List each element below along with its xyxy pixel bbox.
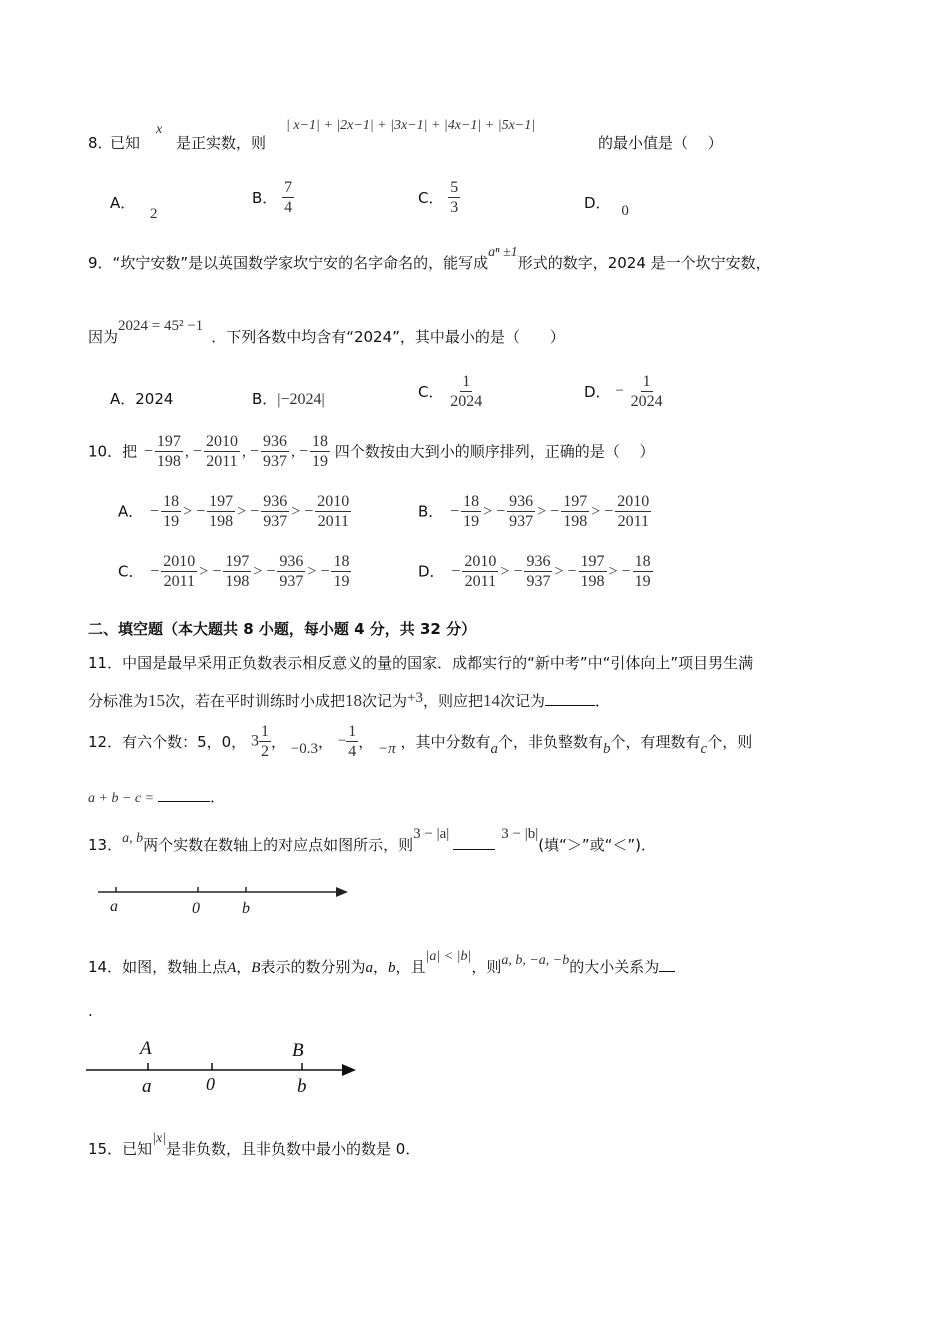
q10-option-a-label: A． <box>118 502 144 521</box>
axis-label-A: A <box>140 1038 152 1059</box>
q12-text-1e: 个，则 <box>707 733 753 751</box>
comma-separator: , <box>241 442 246 460</box>
minus-sign: − <box>150 562 160 580</box>
q9-option-a[interactable] <box>110 388 173 409</box>
fraction-numerator: 18 <box>163 493 180 510</box>
q9-equation: 2024 = 45² −1 <box>118 318 204 334</box>
fraction-denominator: 2024 <box>630 393 663 410</box>
q8-option-c[interactable] <box>418 178 460 217</box>
fraction-denominator: 2024 <box>450 393 483 410</box>
fraction-denominator: 198 <box>225 573 250 590</box>
q14-point-B: B <box>251 960 261 976</box>
q12-sep-2: ， <box>317 733 333 751</box>
q14-answer-blank[interactable] <box>659 971 675 972</box>
axis-label-0: 0 <box>206 1074 215 1094</box>
q12-line-1 <box>88 722 752 766</box>
q11-line-1: 11．中国是最早采用正负数表示相反意义的量的国家．成都实行的“新中考”中“引体向上”项目男生满 <box>88 654 754 672</box>
fraction-numerator: 2010 <box>317 493 350 510</box>
q13-answer-blank[interactable] <box>453 849 495 850</box>
greater-than-sign: > <box>500 562 510 580</box>
minus-sign: − <box>550 502 560 520</box>
q9-form: aⁿ ±1 <box>488 245 518 260</box>
axis-label-b: b <box>297 1076 307 1097</box>
q11-answer-blank[interactable] <box>545 705 595 706</box>
fraction-numerator: 197 <box>156 433 181 450</box>
greater-than-sign: > <box>554 562 564 580</box>
q13-expr-1: 3 − |a| <box>413 826 450 842</box>
q8-expression: | x−1| + |2x−1| + |3x−1| + |4x−1| + |5x−1| <box>286 118 536 133</box>
chain-fraction <box>507 492 535 531</box>
q9-option-c-fraction <box>448 372 484 411</box>
q9-text-1b: 形式的数字，2024 是一个坎宁安数， <box>517 254 771 272</box>
q10-option-b-label: B． <box>418 502 444 521</box>
q8-variable: x <box>156 122 163 137</box>
greater-than-sign: > <box>483 502 493 520</box>
greater-than-sign: > <box>199 562 209 580</box>
fraction-numerator: 2010 <box>617 493 650 510</box>
q11-text-2d: ，则应把 <box>423 692 484 710</box>
comma-separator: , <box>290 442 295 460</box>
fraction-denominator: 2011 <box>317 513 349 530</box>
fraction-numerator: 936 <box>526 553 551 570</box>
fraction-numerator: 936 <box>263 493 288 510</box>
fraction-denominator: 2011 <box>163 573 195 590</box>
q13-number: 13． <box>88 836 123 854</box>
q9-text-2b: ．下列各数中均含有“2024”，其中最小的是（ ） <box>211 328 565 346</box>
q14-text-1: 14．如图，数轴上点 <box>88 958 228 976</box>
fraction-numerator: 936 <box>279 553 304 570</box>
q12-answer-blank[interactable] <box>158 801 210 802</box>
fraction-denominator: 19 <box>312 453 328 470</box>
q14-condition: |a| < |b| <box>425 949 472 964</box>
q10-fraction <box>261 432 289 471</box>
q9-text-2a: 因为 <box>88 328 119 346</box>
q14-text-3: ，且 <box>395 958 426 976</box>
q14-var-a: a <box>365 960 373 976</box>
greater-than-sign: > <box>253 562 263 580</box>
q9-option-b-label: B． <box>252 390 278 408</box>
chain-fraction <box>207 492 235 531</box>
fraction-numerator: 197 <box>580 553 605 570</box>
minus-sign: − <box>621 562 631 580</box>
greater-than-sign: > <box>591 502 601 520</box>
chain-fraction <box>461 492 481 531</box>
fraction-numerator: 18 <box>333 553 350 570</box>
q14-number-line <box>84 1034 360 1100</box>
chain-fraction <box>524 552 552 591</box>
minus-sign: − <box>496 502 506 520</box>
fraction-denominator: 4 <box>284 199 293 216</box>
minus-sign: − <box>451 562 461 580</box>
fraction-numerator: 2010 <box>163 553 196 570</box>
fraction-denominator: 198 <box>209 513 234 530</box>
q10-option-c-chain <box>148 552 351 591</box>
q11-text-2a: 分标准为 <box>88 692 149 710</box>
axis-label-a: a <box>142 1076 152 1097</box>
fraction-denominator: 2011 <box>617 513 649 530</box>
fraction-denominator: 19 <box>634 573 651 590</box>
q12-value-neg-pi: −π <box>378 741 396 757</box>
q10-option-c[interactable] <box>118 552 351 591</box>
q10-option-a[interactable] <box>118 492 351 531</box>
minus-sign: − <box>615 383 624 399</box>
q8-option-c-label: C． <box>418 189 444 207</box>
chain-fraction <box>315 492 351 531</box>
q13-vars: a, b <box>122 831 144 846</box>
q10-fraction-list <box>142 432 330 471</box>
comma-separator: , <box>184 442 189 460</box>
chain-fraction <box>615 492 651 531</box>
q12-var-a: a <box>490 741 498 757</box>
greater-than-sign: > <box>237 502 247 520</box>
q10-option-d[interactable] <box>418 552 653 591</box>
fraction-numerator: 5 <box>450 179 459 196</box>
fraction-denominator: 198 <box>156 453 181 470</box>
q13-text-1: 两个实数在数轴上的对应点如图所示，则 <box>143 836 414 854</box>
q12-text-1b: ，其中分数有 <box>400 733 491 751</box>
q10-option-c-label: C． <box>118 562 144 581</box>
q10-fraction <box>310 432 330 471</box>
axis-arrow <box>336 887 348 897</box>
fraction-numerator: 936 <box>509 493 534 510</box>
fraction-numerator: 1 <box>462 373 471 390</box>
q15-text-1: 15．已知 <box>88 1140 153 1158</box>
minus-sign: − <box>192 442 202 460</box>
q9-number: 9． <box>88 254 113 272</box>
q9-option-c-label: C． <box>418 383 444 401</box>
chain-fraction <box>161 492 181 531</box>
minus-sign: − <box>320 562 330 580</box>
minus-sign: − <box>298 442 308 460</box>
q8-option-d[interactable] <box>584 192 629 219</box>
q12-expression: a + b − c = <box>88 791 155 806</box>
minus-sign: − <box>337 733 347 749</box>
q10-fraction <box>204 432 240 471</box>
fraction-denominator: 937 <box>263 513 288 530</box>
q9-option-a-value: 2024 <box>135 390 174 408</box>
q14-var-b: b <box>387 960 396 976</box>
q8-option-d-value: 0 <box>621 203 629 219</box>
fraction-denominator: 937 <box>526 573 551 590</box>
q12-sep-1: ， <box>270 733 286 751</box>
chain-fraction <box>561 492 589 531</box>
axis-label-b: b <box>242 900 250 917</box>
fraction-numerator: 2010 <box>205 433 238 450</box>
q8-option-c-fraction <box>448 178 460 217</box>
q15-abs-x: |x| <box>152 1131 167 1146</box>
q12-var-b: b <box>603 741 611 757</box>
minus-sign: − <box>513 562 523 580</box>
q12-mixed-fraction <box>259 722 271 761</box>
q14-line <box>88 949 675 977</box>
fraction-numerator: 7 <box>284 179 293 196</box>
q8-text-2: 是正实数，则 <box>176 134 267 152</box>
q8-text-1: 已知 <box>110 134 141 152</box>
q8-option-b[interactable] <box>252 178 294 217</box>
minus-sign: − <box>249 442 259 460</box>
greater-than-sign: > <box>291 502 301 520</box>
fraction-numerator: 197 <box>563 493 588 510</box>
q13-line <box>88 826 656 855</box>
q10-option-d-chain <box>449 552 652 591</box>
fraction-numerator: 197 <box>225 553 250 570</box>
minus-sign: − <box>196 502 206 520</box>
q14-text-4: ，则 <box>471 958 502 976</box>
q8-number: 8． <box>88 134 113 152</box>
minus-sign: − <box>266 562 276 580</box>
q12-value-neg-0-3: −0.3 <box>290 741 318 757</box>
fraction-numerator: 197 <box>209 493 234 510</box>
fraction-denominator: 937 <box>509 513 534 530</box>
q13-expr-2: 3 − |b| <box>501 826 539 842</box>
minus-sign: − <box>304 502 314 520</box>
fraction-denominator: 937 <box>279 573 304 590</box>
chain-fraction <box>633 552 653 591</box>
axis-label-a: a <box>110 898 118 915</box>
q11-text-2e: 次记为 <box>500 692 546 710</box>
fraction-denominator: 19 <box>463 513 480 530</box>
fraction-numerator: 1 <box>348 723 357 740</box>
fraction-denominator: 198 <box>580 573 605 590</box>
q8-option-b-fraction <box>282 178 294 217</box>
q9-line-2 <box>88 318 565 347</box>
q14-comma: ， <box>236 958 252 976</box>
q12-var-c: c <box>700 741 708 757</box>
minus-sign: − <box>604 502 614 520</box>
fraction-denominator: 19 <box>333 573 350 590</box>
q12-text-1c: 个，非负整数有 <box>497 733 603 751</box>
minus-sign: − <box>143 442 153 460</box>
q14-trailing-dot: . <box>88 1002 93 1020</box>
fraction-denominator: 2011 <box>464 573 497 590</box>
q12-sep-3: ， <box>358 733 374 751</box>
chain-fraction <box>462 552 498 591</box>
q10-number: 10．把 <box>88 442 138 461</box>
fraction-numerator: 18 <box>312 433 328 450</box>
q13-text-2: (填“＞”或“＜”)． <box>538 836 656 854</box>
minus-sign: − <box>567 562 577 580</box>
q15-line <box>88 1131 421 1159</box>
q9-text-1a: “坎宁安数”是以英国数学家坎宁安的名字命名的，能写成 <box>112 254 489 272</box>
fraction-numerator: 936 <box>262 433 287 450</box>
section-2-title: 二、填空题（本大题共 8 小题，每小题 4 分，共 32 分） <box>88 620 477 638</box>
q8-text-3: 的最小值是（ ） <box>598 134 723 152</box>
q10-line <box>88 432 655 471</box>
q12-text-1d: 个，有理数有 <box>610 733 701 751</box>
q12-end: ． <box>210 788 226 806</box>
q12-text-1a: 12．有六个数：5，0， <box>88 733 247 751</box>
fraction-denominator: 19 <box>163 513 180 530</box>
axis-arrow <box>342 1064 356 1076</box>
q9-option-d-label: D． <box>584 383 611 401</box>
q11-end: ． <box>595 692 611 710</box>
fraction-numerator: 18 <box>463 493 480 510</box>
minus-sign: − <box>212 562 222 580</box>
q9-option-d-fraction <box>629 372 665 411</box>
axis-label-0: 0 <box>192 900 200 917</box>
q14-text-5: 的大小关系为 <box>569 958 660 976</box>
q14-point-A: A <box>227 960 237 976</box>
q11-text-2c: 次记为 <box>362 692 408 710</box>
q9-line-1 <box>88 245 771 273</box>
q11-value-15: 15 <box>148 691 166 710</box>
greater-than-sign: > <box>307 562 317 580</box>
q13-number-line <box>92 876 356 920</box>
q9-option-c[interactable] <box>418 372 484 411</box>
fraction-denominator: 2 <box>260 743 269 760</box>
q11-value-plus3: +3 <box>407 690 424 706</box>
q12-line-2 <box>88 786 225 807</box>
fraction-denominator: 198 <box>563 513 588 530</box>
chain-fraction <box>579 552 607 591</box>
q12-fraction-quarter <box>346 722 358 761</box>
chain-fraction <box>223 552 251 591</box>
q10-text: 四个数按由大到小的顺序排列，正确的是（ ） <box>334 442 655 461</box>
q11-line-2 <box>88 690 610 711</box>
q14-list: a, b, −a, −b <box>501 953 570 968</box>
q10-option-d-label: D． <box>418 562 445 581</box>
q9-option-a-label: A． <box>110 390 136 408</box>
q15-text-2: 是非负数，且非负数中最小的数是 0． <box>166 1140 421 1158</box>
axis-label-B: B <box>292 1040 304 1061</box>
minus-sign: − <box>250 502 260 520</box>
greater-than-sign: > <box>537 502 547 520</box>
fraction-denominator: 2011 <box>206 453 238 470</box>
q8-option-b-label: B． <box>252 189 278 207</box>
q11-text-2b: 次，若在平时训练时小成把 <box>165 692 346 710</box>
fraction-numerator: 1 <box>260 723 269 740</box>
fraction-numerator: 2010 <box>464 553 497 570</box>
fraction-denominator: 3 <box>450 199 459 216</box>
q9-option-b-value: |−2024| <box>277 391 325 408</box>
q10-fraction <box>155 432 183 471</box>
q8-option-a-label: A． <box>110 194 136 212</box>
chain-fraction <box>261 492 289 531</box>
q8-option-a[interactable] <box>110 192 158 222</box>
q11-value-14: 14 <box>483 691 501 710</box>
q12-mixed-whole: 3 <box>250 732 259 750</box>
q8-option-a-value: 2 <box>150 206 158 222</box>
q10-option-a-chain <box>148 492 351 531</box>
fraction-numerator: 1 <box>642 373 651 390</box>
q14-text-2: 表示的数分别为 <box>260 958 366 976</box>
minus-sign: − <box>450 502 460 520</box>
q9-option-b[interactable] <box>252 388 325 409</box>
chain-fraction <box>331 552 351 591</box>
fraction-denominator: 937 <box>262 453 287 470</box>
q10-option-b-chain <box>448 492 651 531</box>
minus-sign: − <box>150 502 160 520</box>
q14-comma-2: ， <box>372 958 388 976</box>
fraction-numerator: 18 <box>634 553 651 570</box>
fraction-denominator: 4 <box>348 743 357 760</box>
q8-option-d-label: D． <box>584 194 611 212</box>
q9-option-d[interactable] <box>584 372 665 411</box>
chain-fraction <box>161 552 197 591</box>
greater-than-sign: > <box>183 502 193 520</box>
chain-fraction <box>277 552 305 591</box>
q10-option-b[interactable] <box>418 492 651 531</box>
greater-than-sign: > <box>608 562 618 580</box>
q11-value-18: 18 <box>345 691 363 710</box>
